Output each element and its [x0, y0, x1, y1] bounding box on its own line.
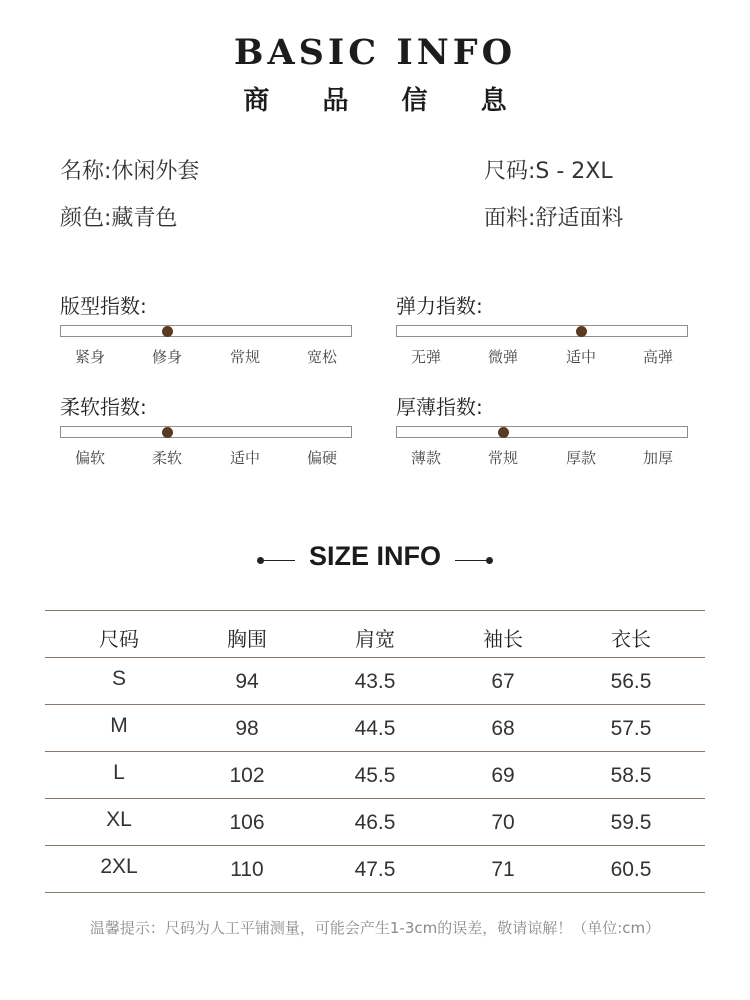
info-size [484, 154, 613, 185]
info-fabric [484, 201, 623, 232]
info-color-value: 藏青色 [111, 206, 178, 231]
scale-option-label: 高弹 [642, 348, 673, 366]
info-size-label: 尺码: [484, 159, 536, 184]
scale-option-label: 常规 [487, 449, 518, 467]
info-name-label: 名称: [60, 159, 112, 184]
info-color [60, 201, 177, 232]
table-header-cell: 肩宽 [355, 627, 395, 651]
scale-track [396, 325, 688, 337]
scale-title: 厚薄指数: [396, 395, 483, 419]
scale-option-label: 厚款 [565, 449, 596, 467]
table-size-cell: M [110, 714, 128, 737]
scale-option-label: 微弹 [487, 348, 518, 366]
table-rule [45, 798, 705, 799]
table-header-cell: 胸围 [227, 627, 267, 651]
table-value-cell: 106 [229, 811, 265, 834]
info-size-value: S - 2XL [535, 159, 613, 184]
table-size-cell: S [111, 667, 126, 690]
scale-indicator-dot [576, 326, 587, 337]
table-size-cell: L [113, 761, 125, 784]
scale-option-label: 适中 [565, 348, 596, 366]
scale-indicator-dot [162, 326, 173, 337]
measurement-note: 温馨提示：尺码为人工平铺测量，可能会产生1-3cm的误差，敬请谅解！（单位:cm） [89, 919, 661, 937]
scale-option-label: 柔软 [151, 449, 182, 467]
info-name [60, 154, 199, 185]
scale-track [60, 426, 352, 438]
info-name-value: 休闲外套 [111, 159, 200, 184]
table-value-cell: 56.5 [610, 670, 652, 693]
table-rule [45, 892, 705, 893]
scale-option-label: 无弹 [410, 348, 441, 366]
table-value-cell: 43.5 [354, 670, 396, 693]
scale-option-label: 偏软 [74, 449, 105, 467]
table-value-cell: 70 [491, 811, 515, 834]
table-rule [45, 704, 705, 705]
table-size-cell: 2XL [100, 855, 138, 878]
scale-track [396, 426, 688, 438]
scale-indicator-dot [162, 427, 173, 438]
table-value-cell: 110 [230, 858, 264, 881]
table-header-cell: 袖长 [483, 627, 523, 651]
table-value-cell: 44.5 [354, 717, 396, 740]
scale-indicator-dot [498, 427, 509, 438]
table-value-cell: 94 [235, 670, 259, 693]
scale-option-label: 薄款 [410, 449, 441, 467]
table-rule [45, 845, 705, 846]
size-info-title: SIZE INFO [308, 541, 441, 571]
table-size-cell: XL [106, 808, 132, 831]
table-rule [45, 657, 705, 658]
scale-option-label: 紧身 [74, 348, 105, 366]
table-value-cell: 47.5 [354, 858, 396, 881]
title-basic-info: BASIC INFO [233, 32, 517, 73]
scale-option-label: 加厚 [642, 449, 673, 467]
scale-title: 版型指数: [60, 294, 147, 318]
title-right-dot [486, 557, 493, 564]
table-value-cell: 58.5 [610, 764, 652, 787]
table-rule [45, 610, 705, 611]
table-value-cell: 46.5 [354, 811, 396, 834]
title-right-line [455, 560, 488, 561]
table-value-cell: 67 [491, 670, 515, 693]
table-value-cell: 98 [235, 717, 259, 740]
scale-option-label: 偏硬 [306, 449, 337, 467]
table-value-cell: 102 [229, 764, 265, 787]
scale-track [60, 325, 352, 337]
scale-option-label: 适中 [229, 449, 260, 467]
table-value-cell: 71 [491, 858, 515, 881]
table-value-cell: 59.5 [610, 811, 652, 834]
info-color-label: 颜色: [60, 206, 112, 231]
table-value-cell: 68 [491, 717, 515, 740]
table-header-cell: 衣长 [611, 627, 651, 651]
scale-option-label: 修身 [151, 348, 182, 366]
info-fabric-label: 面料: [484, 206, 536, 231]
table-value-cell: 57.5 [610, 717, 652, 740]
table-header-cell: 尺码 [99, 627, 139, 651]
scale-option-label: 常规 [229, 348, 260, 366]
info-fabric-value: 舒适面料 [535, 206, 624, 231]
title-product-info: 商 品 信 息 [243, 86, 529, 116]
table-value-cell: 45.5 [354, 764, 396, 787]
table-value-cell: 69 [491, 764, 515, 787]
scale-title: 柔软指数: [60, 395, 147, 419]
scale-option-label: 宽松 [306, 348, 337, 366]
table-value-cell: 60.5 [610, 858, 652, 881]
table-rule [45, 751, 705, 752]
scale-title: 弹力指数: [396, 294, 483, 318]
